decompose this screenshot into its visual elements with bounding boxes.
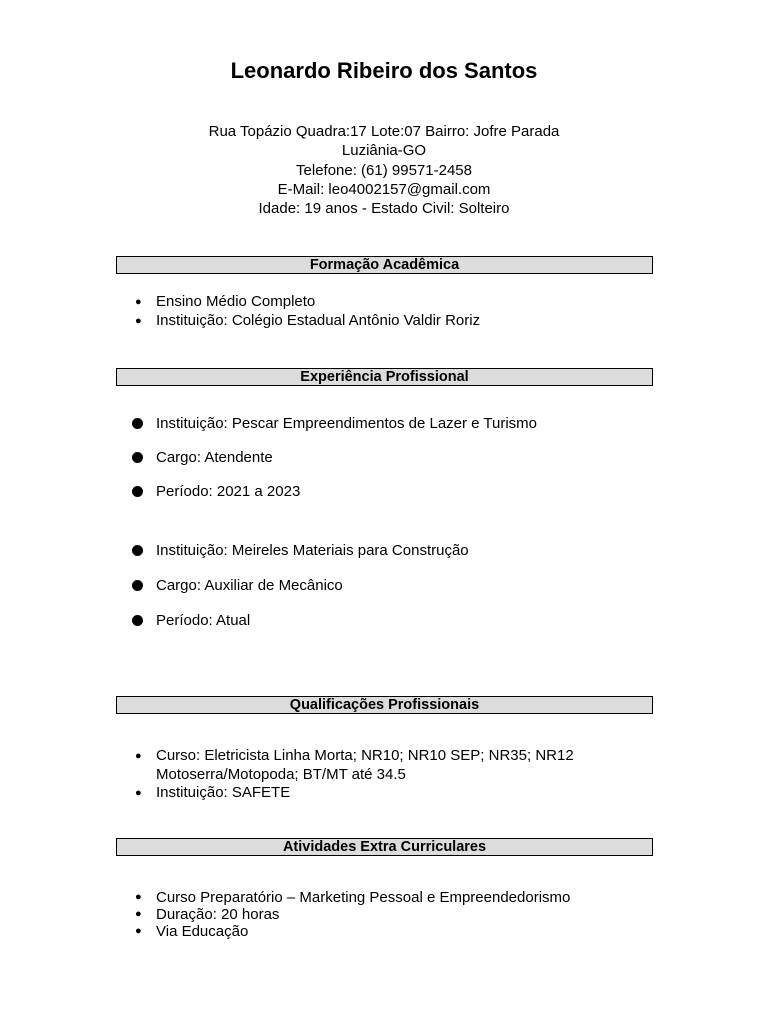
list-item-continuation	[156, 766, 574, 785]
candidate-name: Leonardo Ribeiro dos Santos	[230, 58, 538, 83]
qualificacoes-list	[135, 747, 574, 803]
email-line: E-Mail: leo4002157@gmail.com	[277, 180, 491, 198]
section-header-formacao: Formação Acadêmica	[116, 256, 653, 274]
list-item	[156, 542, 537, 560]
age-status-line: Idade: 19 anos - Estado Civil: Solteiro	[258, 200, 510, 218]
phone-line: Telefone: (61) 99571-2458	[296, 161, 472, 179]
list-item-text: Via Educação	[156, 923, 249, 940]
list-item	[135, 906, 570, 923]
bullet-icon: ●	[135, 925, 142, 937]
list-item-text: Cargo: Atendente	[156, 449, 273, 466]
list-item	[135, 311, 481, 331]
list-item-text: Curso: Eletricista Linha Morta; NR10; NR10 SEP; NR35; NR12	[156, 747, 574, 764]
bullet-icon	[132, 486, 143, 497]
list-item	[135, 784, 574, 803]
bullet-icon	[132, 580, 143, 591]
list-item	[135, 923, 570, 940]
atividades-list	[135, 889, 571, 940]
list-item-text: Duração: 20 horas	[156, 906, 280, 923]
bullet-icon	[132, 615, 143, 626]
experiencia-list	[156, 415, 537, 630]
bullet-icon	[132, 418, 143, 429]
list-item	[135, 889, 571, 906]
list-item	[156, 612, 537, 630]
list-item-text: Ensino Médio Completo	[156, 293, 316, 310]
list-item-text: Motoserra/Motopoda; BT/MT até 34.5	[156, 765, 406, 783]
bullet-icon: ●	[135, 891, 142, 903]
list-item	[156, 577, 537, 595]
formacao-list	[135, 293, 481, 330]
list-item	[135, 293, 480, 312]
list-item-text: Instituição: SAFETE	[156, 784, 291, 801]
section-header-atividades: Atividades Extra Curriculares	[116, 838, 653, 856]
list-item-text: Cargo: Auxiliar de Mecânico	[156, 577, 343, 594]
list-item-text: Período: 2021 a 2023	[156, 483, 301, 500]
bullet-icon: ●	[135, 908, 142, 920]
bullet-icon	[132, 545, 143, 556]
list-item-text: Instituição: Colégio Estadual Antônio Valdir Roriz	[156, 311, 481, 329]
bullet-icon: ●	[135, 314, 142, 327]
bullet-icon: ●	[135, 296, 142, 308]
address-line: Rua Topázio Quadra:17 Lote:07 Bairro: Jofre Parada	[208, 123, 560, 140]
bullet-icon: ●	[135, 787, 142, 799]
city-line: Luziânia-GO	[341, 142, 427, 160]
list-item-text: Instituição: Meireles Materiais para Construção	[156, 542, 469, 559]
list-item	[135, 747, 574, 766]
list-item-text: Período: Atual	[156, 612, 251, 629]
list-item	[156, 449, 537, 467]
list-item	[156, 483, 537, 501]
list-item	[156, 415, 537, 433]
bullet-icon	[132, 452, 143, 463]
list-item-text: Instituição: Pescar Empreendimentos de Lazer e Turismo	[156, 415, 538, 432]
contact-block	[0, 122, 768, 218]
bullet-icon: ●	[135, 750, 142, 762]
section-header-qualificacoes: Qualificações Profissionais	[116, 696, 653, 714]
section-header-experiencia: Experiência Profissional	[116, 368, 653, 386]
list-item-text: Curso Preparatório – Marketing Pessoal e Empreendedorismo	[156, 889, 571, 906]
